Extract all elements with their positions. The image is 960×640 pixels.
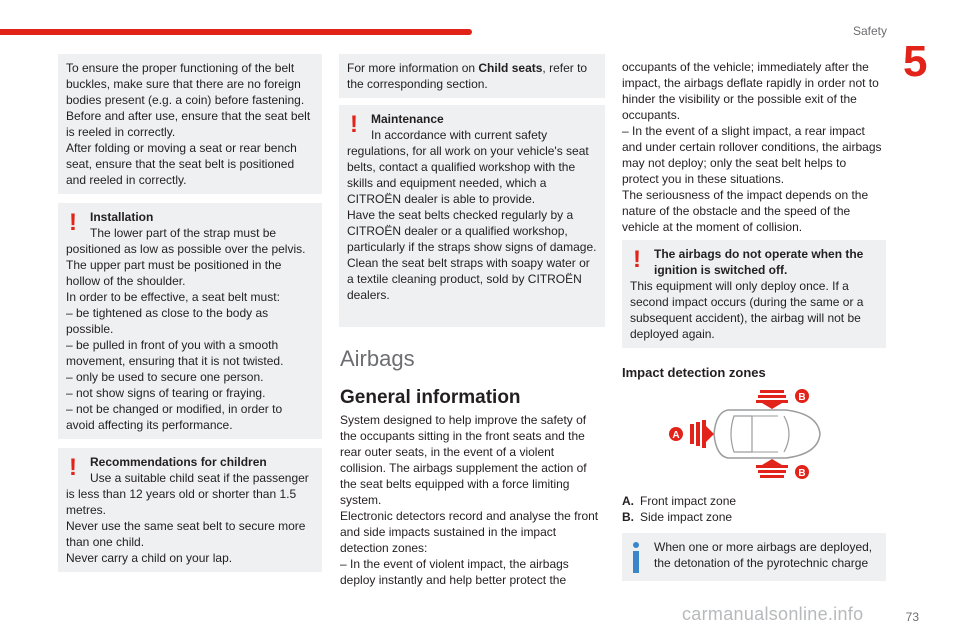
impact-zones-title: Impact detection zones — [622, 365, 766, 380]
body-paragraph: occupants of the vehicle; immediately after the impact, the airbags deflate rapidly in order not to hinder the visibility or the possible exit of the occupants. — [622, 60, 879, 122]
airbags-body-text — [340, 412, 602, 588]
warning-title: Installation — [90, 210, 154, 224]
marker-b-top — [795, 389, 809, 403]
warning-title: Maintenance — [371, 112, 444, 126]
running-header-title: Safety — [852, 24, 887, 38]
legend-key: A. — [622, 494, 634, 508]
body-paragraph: The seriousness of the impact depends on the nature of the obstacle and the speed of the vehicle at the moment of collision. — [622, 188, 869, 234]
exclamation-warning-icon: ! — [69, 209, 77, 236]
marker-b-label: B — [798, 392, 806, 403]
info-icon — [633, 542, 639, 574]
ignition-warning-box — [622, 240, 886, 348]
warning-line: The upper part must be positioned in the hollow of the shoulder. — [66, 258, 282, 288]
impact-zones-legend — [622, 493, 736, 525]
children-warning-box — [58, 448, 322, 572]
body-paragraph: – In the event of a slight impact, a rear impact and under certain rollover conditions, the airbags may not deploy; only the seat belt helps to protect you in these situations. — [622, 124, 882, 186]
legend-text: Front impact zone — [640, 494, 737, 508]
belt-buckle-note-box — [58, 54, 322, 194]
front-impact-arrows — [690, 420, 714, 448]
warning-line: Never carry a child on your lap. — [66, 551, 233, 565]
warning-lead-text: The lower part of the strap must be positioned as low as possible over the pelvis. — [66, 226, 306, 256]
child-seats-link-text: Child seats — [478, 61, 543, 75]
legend-key: B. — [622, 510, 634, 524]
warning-lead-text: Use a suitable child seat if the passenger is less than 12 years old or shorter than 1.5 metres. — [66, 471, 309, 517]
box-paragraph: After folding or moving a seat or rear bench seat, ensure that the seat belt is positioned and reeled in correctly. — [66, 141, 297, 187]
warning-line: – be pulled in front of you with a smooth movement, ensuring that it is not twisted. — [66, 338, 284, 368]
airbag-deployment-info-box — [622, 533, 886, 581]
watermark: carmanualsonline.info — [682, 604, 864, 624]
side-impact-arrows-bottom — [756, 459, 788, 478]
exclamation-warning-icon: ! — [633, 246, 641, 273]
page-number: 73 — [905, 610, 919, 624]
warning-line: – only be used to secure one person. — [66, 370, 264, 384]
maintenance-warning-box — [339, 105, 605, 327]
box-paragraph: Before and after use, ensure that the seat belt is reeled in correctly. — [66, 109, 311, 139]
body-paragraph: Electronic detectors record and analyse the front and side impacts sustained in the impact detection zones: — [340, 509, 599, 555]
info-text: When one or more airbags are deployed, the detonation of the pyrotechnic charge — [654, 540, 873, 570]
ref-post: , refer to the corresponding section. — [347, 61, 588, 91]
box-paragraph: To ensure the proper functioning of the belt buckles, make sure that there are no foreign bodies present (e.g. a coin) before fastening. — [66, 61, 305, 107]
header-accent-bar — [0, 29, 472, 35]
subsection-title: General information — [340, 387, 521, 408]
child-seats-note-box — [339, 54, 605, 98]
warning-line: – not be changed or modified, in order to avoid affecting its performance. — [66, 402, 283, 432]
warning-title: Recommendations for children — [90, 455, 267, 469]
marker-b-label: B — [798, 468, 806, 479]
marker-a — [669, 427, 683, 441]
body-paragraph: – In the event of violent impact, the airbags deploy instantly and help better protect the — [340, 557, 569, 587]
warning-line: Never use the same seat belt to secure more than one child. — [66, 519, 306, 549]
warning-line: – be tightened as close to the body as possible. — [66, 306, 269, 336]
ref-pre: For more information on — [347, 61, 479, 75]
legend-item — [622, 509, 736, 525]
warning-title: The airbags do not operate when the ignition is switched off. — [654, 247, 864, 277]
section-title-airbags: Airbags — [340, 346, 415, 371]
warning-line: Clean the seat belt straps with soapy water or a textile cleaning product, sold by CITROËN dealers. — [347, 256, 590, 302]
warning-lead-text: In accordance with current safety regulations, for all work on your vehicle's seat belts, contact a qualified workshop with the skills and equipment needed, which a CITROËN dealer is able to provide. — [347, 128, 589, 206]
warning-lead — [347, 127, 597, 207]
impact-zones-diagram — [662, 386, 822, 482]
side-impact-arrows-top — [756, 390, 788, 409]
car-top-view-icon — [714, 410, 820, 458]
warning-lead — [66, 470, 314, 518]
warning-line: – not show signs of tearing or fraying. — [66, 386, 266, 400]
legend-text: Side impact zone — [640, 510, 733, 524]
body-paragraph: System designed to help improve the safety of the occupants sitting in the front seats and the rear outer seats, in the event of a violent collision. The airbags supplement the action of the seat belts equipped with a force limiting system. — [340, 413, 587, 507]
warning-line: This equipment will only deploy once. If a second impact occurs (during the same or a subsequent accident), the airbag will not be deployed again. — [630, 279, 864, 341]
marker-b-bottom — [795, 465, 809, 479]
installation-warning-box — [58, 203, 322, 439]
marker-a-label: A — [672, 430, 680, 441]
exclamation-warning-icon: ! — [69, 454, 77, 481]
exclamation-warning-icon: ! — [350, 111, 358, 138]
child-seats-reference — [347, 60, 597, 92]
airbags-body-continued — [622, 59, 884, 235]
chapter-number: 5 — [903, 37, 928, 86]
warning-line: Have the seat belts checked regularly by a CITROËN dealer or a qualified workshop, particularly if the straps show signs of damage. — [347, 208, 597, 254]
warning-line: In order to be effective, a seat belt must: — [66, 290, 280, 304]
legend-item — [622, 493, 736, 509]
warning-lead — [66, 225, 314, 257]
